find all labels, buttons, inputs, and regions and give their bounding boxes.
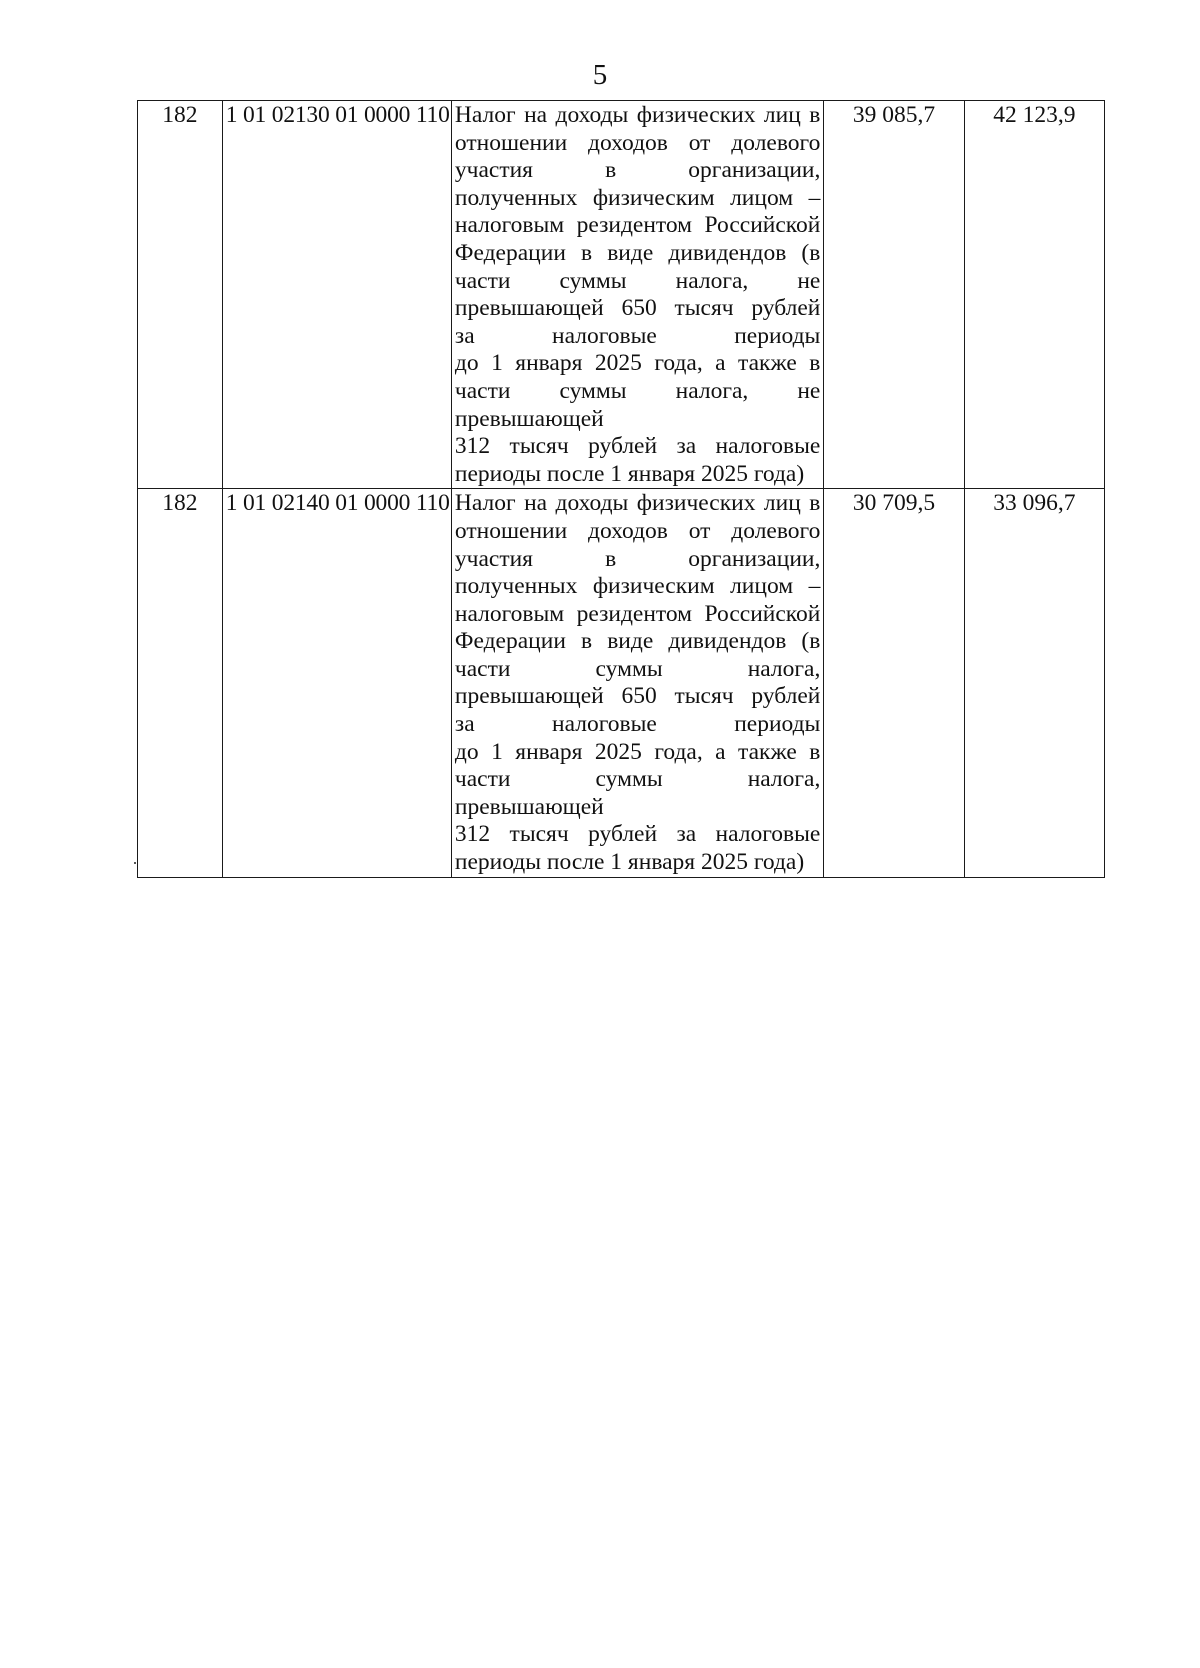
income-name-line: части суммы налога,	[454, 655, 821, 682]
income-name-line: превышающей 650 тысяч рублей	[454, 683, 821, 710]
income-name-cell	[451, 101, 823, 489]
income-name-line: отношении доходов от долевого	[454, 129, 821, 156]
value-year2-cell: 42 123,9	[964, 101, 1104, 489]
scan-artifact	[134, 862, 136, 864]
income-name-line: Налог на доходы физических лиц в	[454, 102, 821, 128]
page-number: 5	[592, 59, 608, 91]
budget-code-cell: 1 01 02130 01 0000 110	[222, 101, 451, 489]
income-name-line: участия в организации,	[454, 157, 821, 184]
income-name-line: Федерации в виде дивидендов (в	[454, 628, 821, 655]
income-name-line: налоговым резидентом Российской	[454, 212, 821, 239]
income-name-text	[455, 102, 820, 488]
income-name-line: 312 тысяч рублей за налоговые	[454, 821, 821, 848]
income-name-line: полученных физическим лицом –	[454, 184, 821, 211]
value-year1-cell: 30 709,5	[824, 489, 964, 877]
table-row	[138, 489, 1105, 877]
income-name-line: отношении доходов от долевого	[454, 517, 821, 544]
value-year1-cell: 39 085,7	[824, 101, 964, 489]
income-name-line: до 1 января 2025 года, а также в	[454, 350, 821, 377]
income-name-line: Налог на доходы физических лиц в	[454, 490, 821, 517]
income-name-line: полученных физическим лицом –	[454, 573, 821, 600]
income-name-line: части суммы налога, не	[454, 377, 821, 404]
income-name-line: за налоговые периоды	[454, 322, 821, 349]
admin-code-cell: 182	[138, 101, 223, 489]
income-name-line: 312 тысяч рублей за налоговые	[454, 433, 821, 460]
income-name-line: Федерации в виде дивидендов (в	[454, 239, 821, 266]
income-name-line: до 1 января 2025 года, а также в	[454, 738, 821, 765]
income-name-line: периоды после 1 января 2025 года)	[454, 460, 805, 487]
value-year2-cell: 33 096,7	[964, 489, 1104, 877]
income-name-line: превышающей 650 тысяч рублей	[454, 295, 821, 322]
income-name-line: части суммы налога, не	[454, 267, 821, 294]
income-name-line: за налоговые периоды	[454, 711, 821, 738]
income-name-line: превышающей	[454, 793, 604, 820]
table-row	[138, 101, 1105, 489]
income-name-line: участия в организации,	[454, 545, 821, 572]
income-name-line: части суммы налога,	[454, 766, 821, 793]
admin-code-cell: 182	[138, 489, 223, 877]
income-name-cell	[451, 489, 823, 877]
table-body	[138, 101, 1105, 878]
income-name-text	[455, 490, 820, 876]
income-name-line: налоговым резидентом Российской	[454, 600, 821, 627]
income-name-line: периоды после 1 января 2025 года)	[454, 849, 805, 876]
budget-code-cell: 1 01 02140 01 0000 110	[222, 489, 451, 877]
budget-table	[137, 100, 1105, 878]
income-name-line: превышающей	[454, 405, 604, 432]
